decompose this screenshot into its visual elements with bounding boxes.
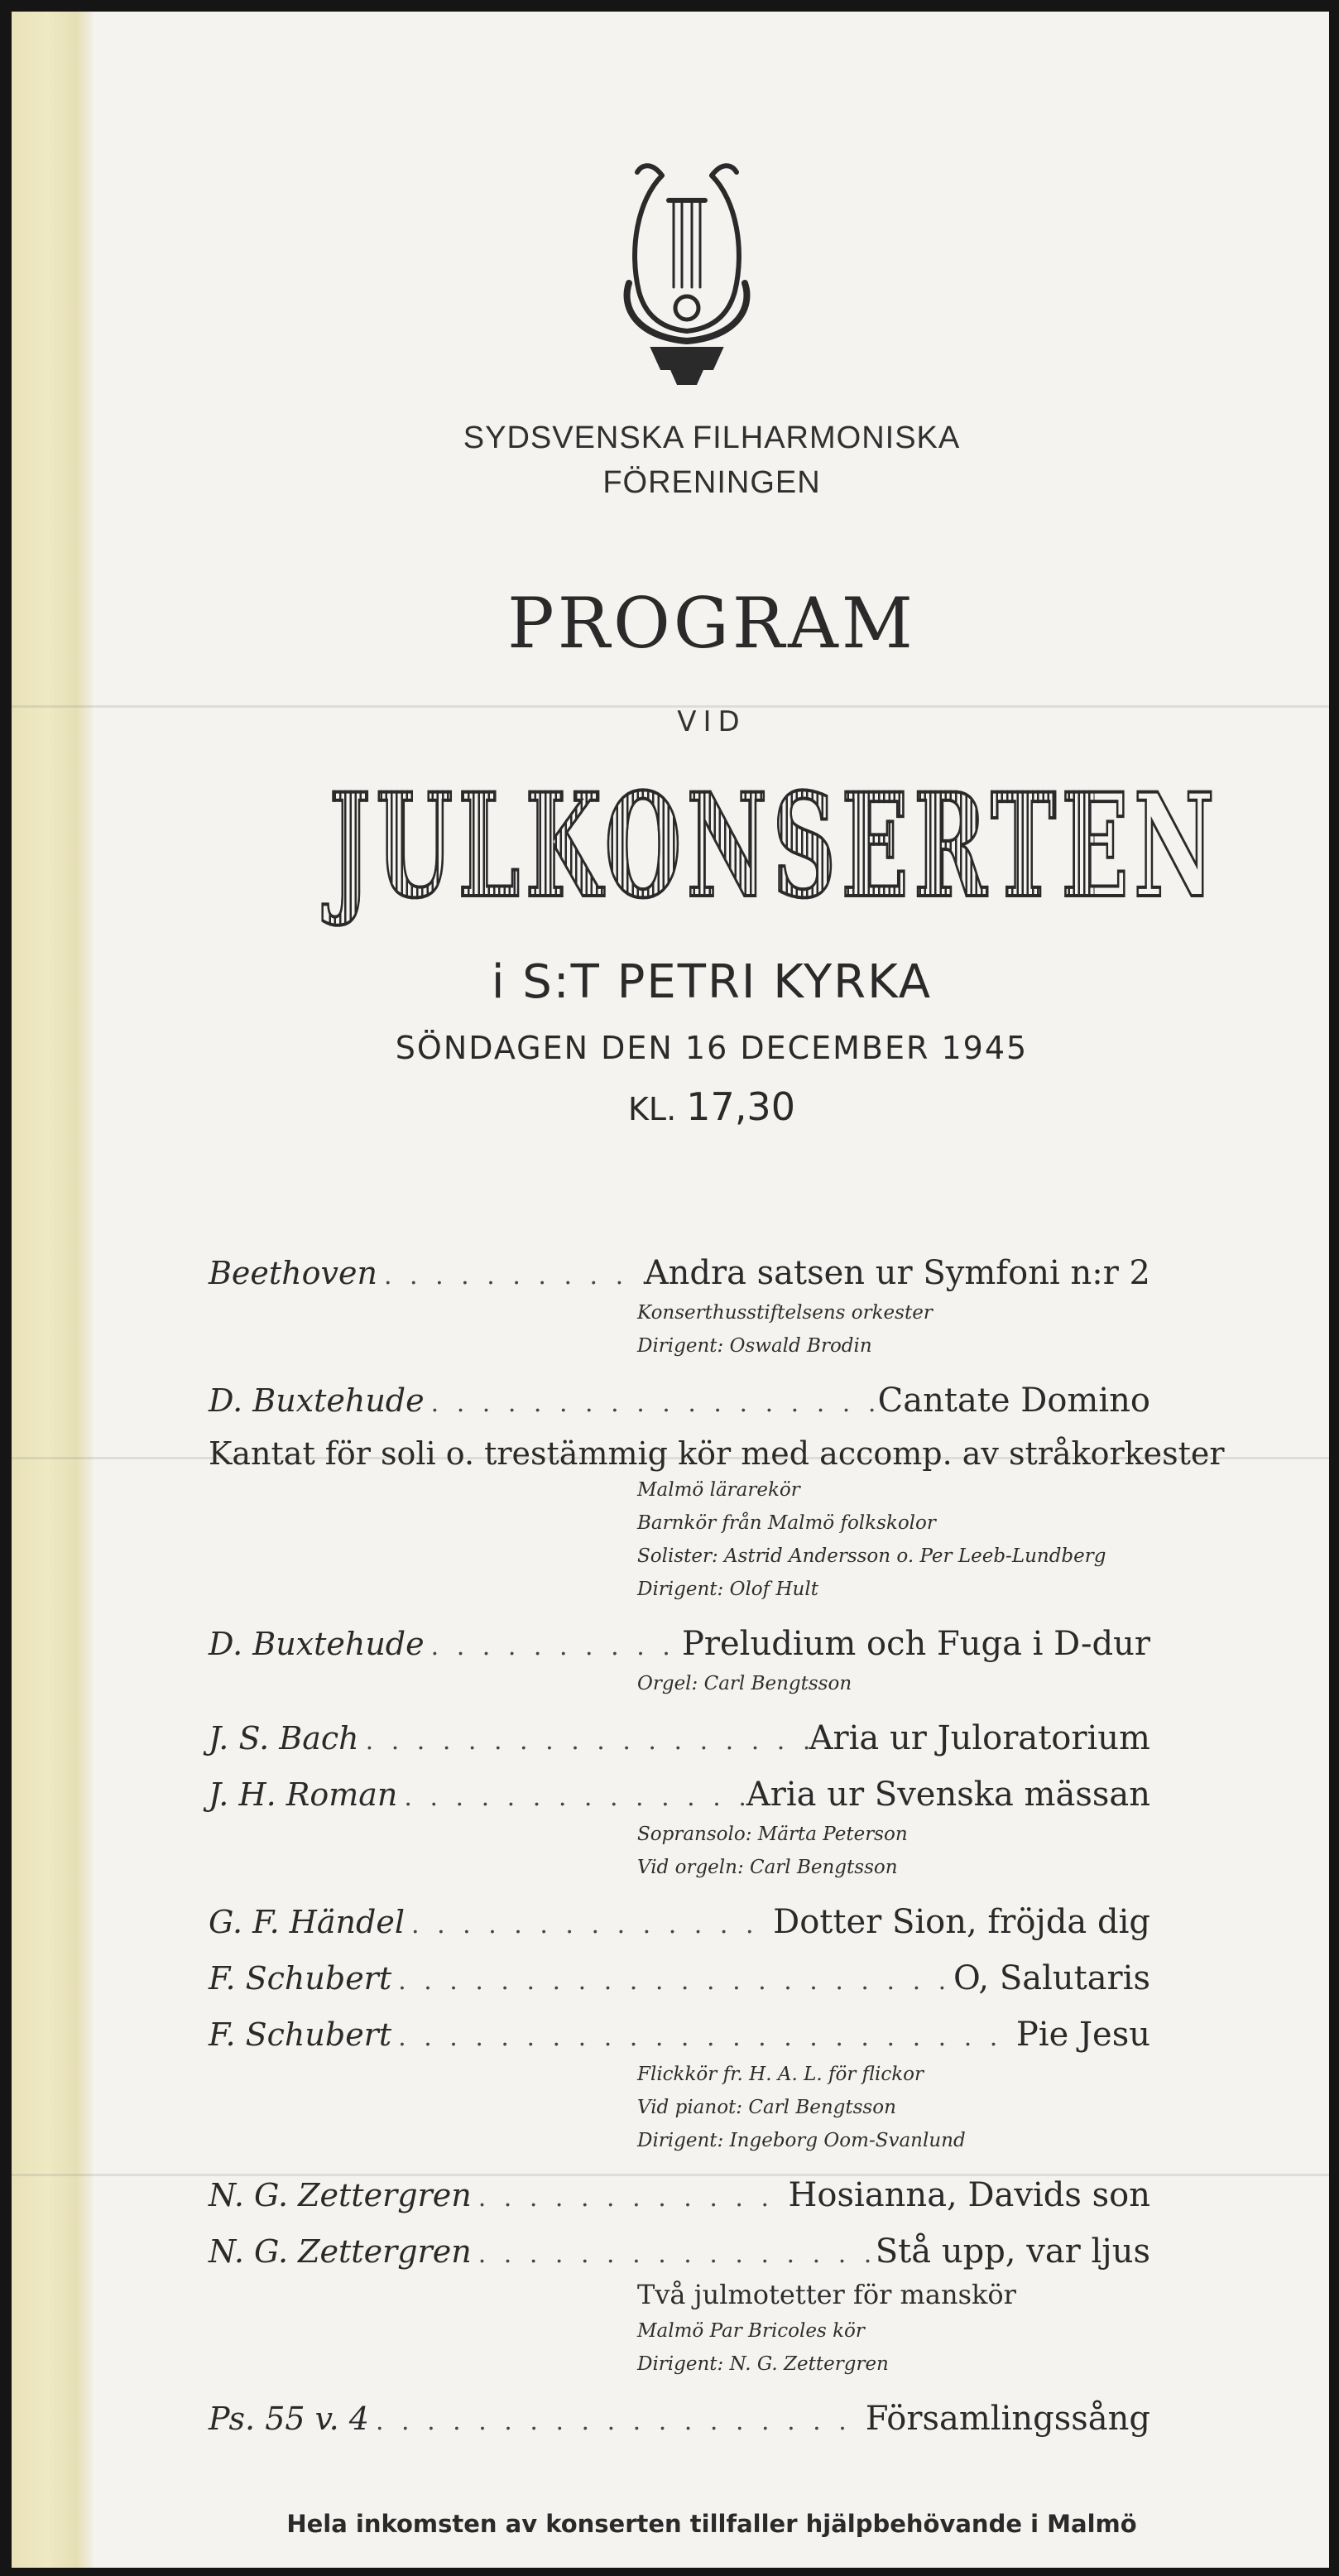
- work-title: Stå upp, var ljus: [875, 2232, 1150, 2271]
- concert-time: [94, 1084, 1329, 1129]
- work-title: O, Salutaris: [953, 1959, 1150, 1997]
- program-entry: [209, 1372, 1150, 1429]
- society-line-2: FÖRENINGEN: [602, 465, 821, 500]
- program-entry: [209, 2223, 1150, 2280]
- work-title: Aria ur Svenska mässan: [746, 1776, 1150, 1814]
- performer-details: [209, 2275, 1150, 2381]
- venue: i S:T PETRI KYRKA: [491, 955, 933, 1009]
- work-title: Hosianna, Davids son: [788, 2176, 1150, 2214]
- time-value: 17,30: [686, 1084, 795, 1129]
- concert-title: JULKONSERTEN: [329, 762, 1220, 930]
- leader-dots: [391, 1954, 953, 2010]
- program-entry: [209, 1245, 1150, 1301]
- composer: F. Schubert: [209, 2016, 392, 2053]
- performer-details: [209, 1296, 1150, 1362]
- vid-label: VID: [677, 705, 746, 738]
- work-title: Dotter Sion, fröjda dig: [773, 1903, 1150, 1941]
- composer: N. G. Zettergren: [209, 2233, 472, 2270]
- performer-details: [209, 1473, 1150, 1606]
- program-list: [209, 1245, 1225, 2447]
- work-subtitle: Kantat för soli o. trestämmig kör med accomp. av stråkorkester: [209, 1435, 1225, 1472]
- detail-line: Dirigent: Oswald Brodin: [637, 1335, 872, 1357]
- performer-details: [209, 1667, 1150, 1700]
- detail-line: Dirigent: Olof Hult: [637, 1579, 818, 1600]
- time-prefix: KL.: [628, 1091, 677, 1127]
- leader-dots: [359, 1713, 809, 1770]
- program-entry: [209, 1894, 1150, 1950]
- program-entry: [209, 2391, 1150, 2447]
- detail-line: Sopransolo: Märta Peterson: [637, 1824, 908, 1845]
- footer-note: Hela inkomsten av konserten tillfaller hjälpbehövande i Malmö: [286, 2510, 1137, 2538]
- program-heading: PROGRAM: [507, 583, 916, 664]
- detail-line: Konserthusstiftelsens orkester: [637, 1302, 933, 1324]
- program-entry: [209, 2006, 1150, 2063]
- detail-line: Vid orgeln: Carl Bengtsson: [637, 1857, 898, 1878]
- detail-line: Malmö lärarekör: [637, 1479, 800, 1501]
- work-title: Pie Jesu: [1015, 2016, 1150, 2054]
- work-title: Preludium och Fuga i D-dur: [681, 1625, 1150, 1663]
- detail-line: Orgel: Carl Bengtsson: [637, 1673, 852, 1694]
- leader-dots: [377, 1248, 645, 1305]
- detail-line: Dirigent: N. G. Zettergren: [637, 2353, 889, 2375]
- program-entry: [209, 1710, 1150, 1766]
- composer: J. H. Roman: [209, 1776, 398, 1813]
- detail-line: Flickkör fr. H. A. L. för flickor: [637, 2064, 924, 2085]
- aged-paper-edge: [12, 12, 93, 2568]
- leader-dots: [425, 1376, 878, 1432]
- composer: G. F. Händel: [209, 1904, 405, 1940]
- program-entry: [209, 2167, 1150, 2223]
- work-title: Cantate Domino: [877, 1382, 1150, 1420]
- composer: Ps. 55 v. 4: [209, 2401, 369, 2437]
- program-entry: [209, 1950, 1150, 2006]
- detail-line: Vid pianot: Carl Bengtsson: [637, 2097, 896, 2118]
- detail-line: Två julmotetter för manskör: [637, 2279, 1016, 2310]
- program-entry: [209, 1616, 1150, 1672]
- lyre-icon: [604, 151, 770, 399]
- society-line-1: SYDSVENSKA FILHARMONISKA: [463, 421, 961, 455]
- society-name: [94, 416, 1329, 505]
- composer: Beethoven: [209, 1255, 377, 1291]
- concert-date: SÖNDAGEN DEN 16 DECEMBER 1945: [395, 1030, 1029, 1066]
- leader-dots: [369, 2394, 866, 2450]
- composer: N. G. Zettergren: [209, 2177, 472, 2213]
- performer-details: [209, 2058, 1150, 2157]
- composer: D. Buxtehude: [209, 1382, 425, 1419]
- work-title: Andra satsen ur Symfoni n:r 2: [644, 1254, 1150, 1292]
- work-title: Aria ur Juloratorium: [809, 1719, 1150, 1757]
- detail-line: Dirigent: Ingeborg Oom-Svanlund: [637, 2130, 966, 2151]
- composer: D. Buxtehude: [209, 1626, 425, 1662]
- leader-dots: [472, 2170, 789, 2227]
- leader-dots: [405, 1897, 773, 1954]
- program-entry: [209, 1766, 1150, 1823]
- composer: F. Schubert: [209, 1960, 392, 1997]
- program-sheet: [12, 12, 1329, 2568]
- detail-line: Solister: Astrid Andersson o. Per Leeb-Lundberg: [637, 1545, 1106, 1567]
- work-title: Församlingssång: [865, 2400, 1150, 2438]
- detail-line: Malmö Par Bricoles kör: [637, 2320, 865, 2342]
- detail-line: Barnkör från Malmö folkskolor: [637, 1512, 936, 1534]
- performer-details: [209, 1818, 1150, 1884]
- composer: J. S. Bach: [209, 1720, 359, 1757]
